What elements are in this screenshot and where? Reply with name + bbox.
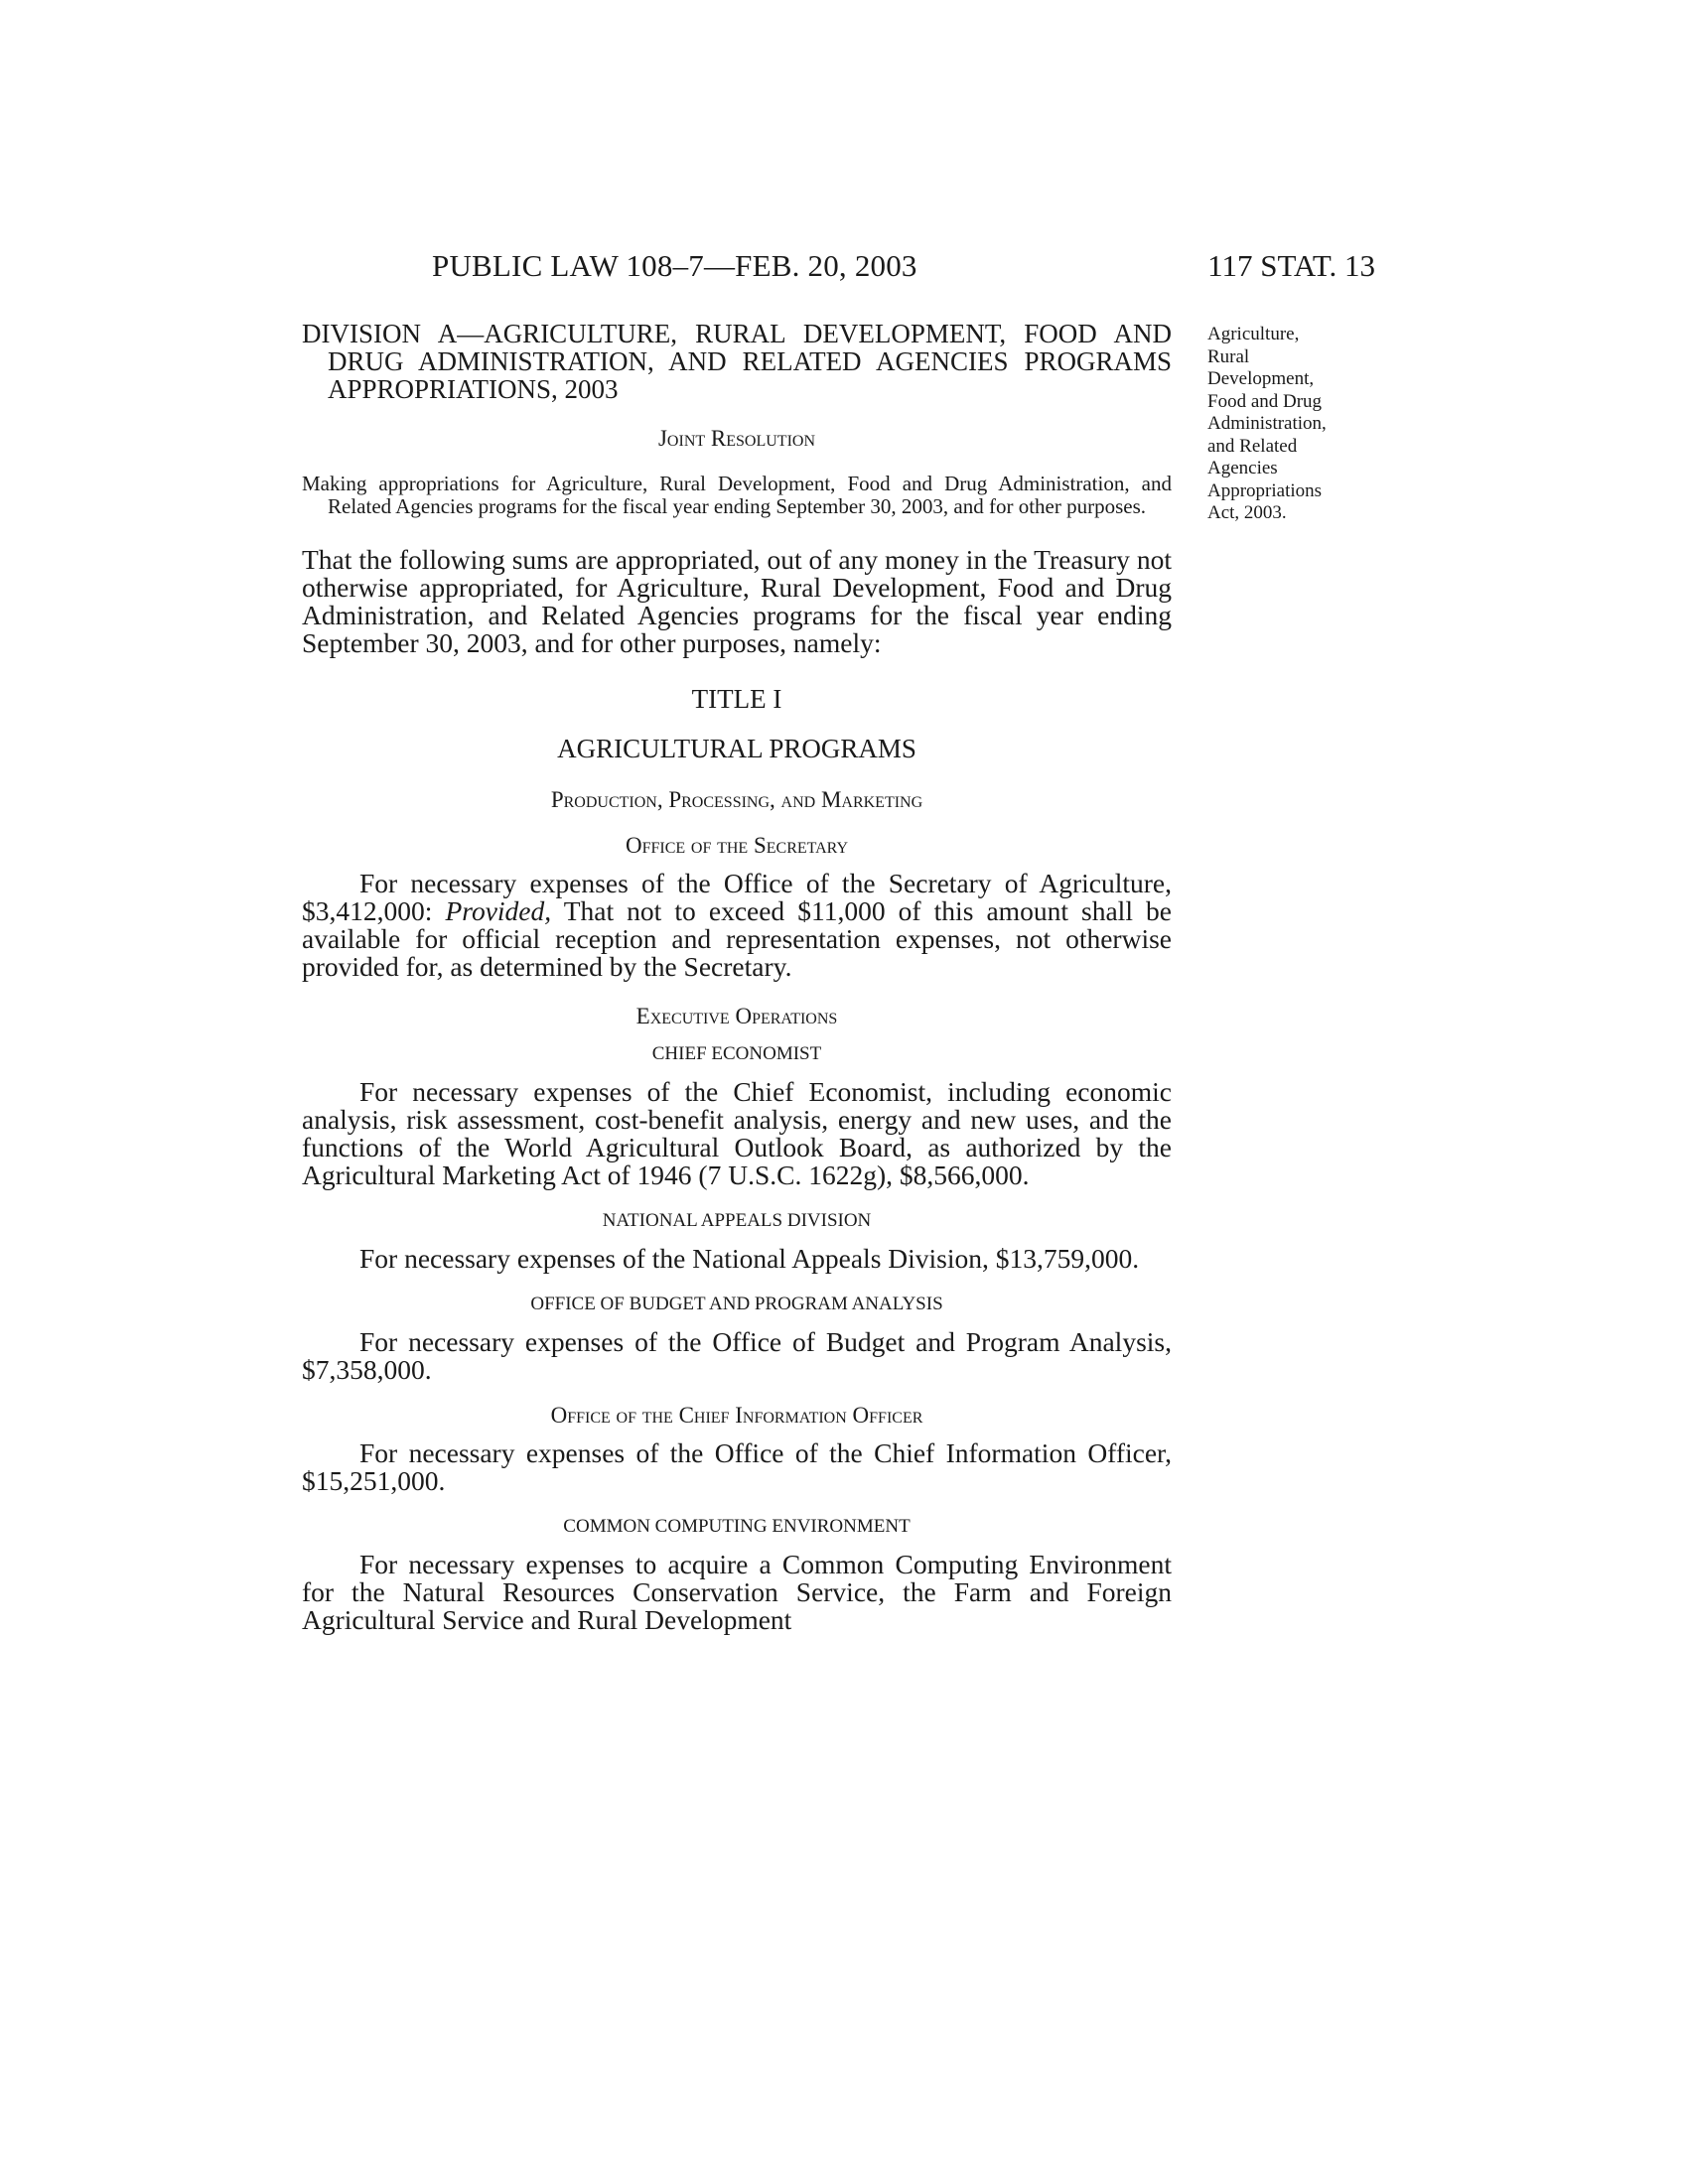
subtitle-heading: Production, Processing, and Marketing xyxy=(550,787,923,812)
title-name: AGRICULTURAL PROGRAMS xyxy=(557,734,916,763)
margin-note-line: Act, 2003. xyxy=(1207,502,1287,523)
executive-operations-heading: Executive Operations xyxy=(635,1004,838,1028)
division-title: DIVISION A—AGRICULTURE, RURAL DEVELOPMENT, FOOD AND DRUG ADMINISTRATION, AND RELATED AGENCIES PROGRAMS APPROPRIATIONS, 2003 xyxy=(302,319,1172,404)
margin-note-line: Administration, xyxy=(1207,413,1327,434)
margin-note-line: and Related xyxy=(1207,435,1298,457)
statute-page-number: 117 STAT. 13 xyxy=(1207,248,1375,283)
public-law-header: PUBLIC LAW 108–7—FEB. 20, 2003 xyxy=(432,248,917,283)
office-secretary-heading: Office of the Secretary xyxy=(625,833,849,858)
office-secretary-text-1: For necessary expenses of the Office of the Secretary of Agriculture, $3,412,000: xyxy=(302,868,1172,926)
office-secretary-paragraph xyxy=(302,870,1172,981)
title-number: TITLE I xyxy=(691,684,782,714)
common-computing-paragraph: For necessary expenses to acquire a Common Computing Environment for the Natural Resources Conservation Service, the Farm and Foreign Agricultural Service and Rural Development xyxy=(302,1549,1172,1635)
national-appeals-paragraph: For necessary expenses of the National Appeals Division, $13,759,000. xyxy=(359,1243,1140,1274)
budget-program-heading: OFFICE OF BUDGET AND PROGRAM ANALYSIS xyxy=(530,1294,943,1314)
margin-note xyxy=(1207,324,1366,525)
margin-note-line: Agencies xyxy=(1207,458,1278,478)
proviso-term: Provided, xyxy=(445,895,552,926)
margin-note-line: Rural xyxy=(1207,345,1250,367)
resolution-preamble: Making appropriations for Agriculture, Rural Development, Food and Drug Administration, and Related Agencies programs for the fiscal year ending September 30, 2003, and for other purposes. xyxy=(302,472,1172,518)
chief-economist-paragraph: For necessary expenses of the Chief Economist, including economic analysis, risk assessment, cost-benefit analysis, energy and new uses, and the functions of the World Agricultural Outlook Board, as authorized by the Agricultural Marketing Act of 1946 (7 U.S.C. 1622g), $8,566,000. xyxy=(302,1076,1172,1190)
margin-note-line: Appropriations xyxy=(1207,479,1323,501)
margin-note-line: Agriculture, xyxy=(1207,324,1300,344)
chief-economist-heading: CHIEF ECONOMIST xyxy=(651,1043,822,1064)
joint-resolution-heading: Joint Resolution xyxy=(657,426,816,451)
cio-heading: Office of the Chief Information Officer xyxy=(550,1403,923,1428)
cio-paragraph: For necessary expenses of the Office of the Chief Information Officer, $15,251,000. xyxy=(302,1437,1172,1496)
running-head xyxy=(298,248,1375,288)
margin-note-line: Food and Drug xyxy=(1207,390,1323,412)
office-secretary-text-2: That not to exceed $11,000 of this amount shall be available for official reception and representation expenses, not otherwise provided for, as determined by the Secretary. xyxy=(302,895,1172,982)
budget-program-paragraph: For necessary expenses of the Office of Budget and Program Analysis, $7,358,000. xyxy=(302,1326,1172,1385)
national-appeals-heading: NATIONAL APPEALS DIVISION xyxy=(602,1210,872,1231)
enacting-clause: That the following sums are appropriated, out of any money in the Treasury not otherwise appropriated, for Agriculture, Rural Development, Food and Drug Administration, and Related Agencies programs for the fiscal year ending September 30, 2003, and for other purposes, namely: xyxy=(302,544,1172,658)
common-computing-heading: COMMON COMPUTING ENVIRONMENT xyxy=(563,1516,911,1537)
document-body xyxy=(302,320,1172,1634)
margin-note-line: Development, xyxy=(1207,368,1315,389)
